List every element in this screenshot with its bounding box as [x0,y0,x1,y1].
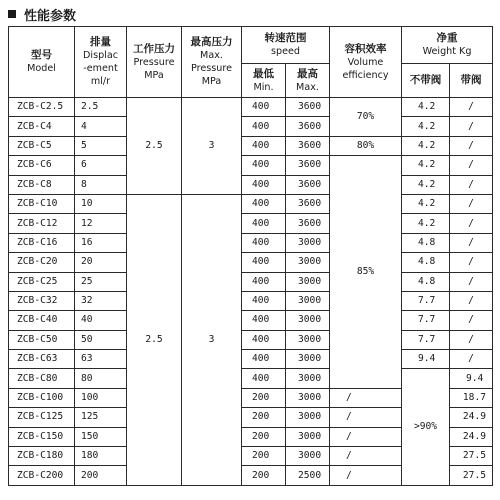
weight-with-valve-cell: / [450,253,493,272]
speed-max-cell: 2500 [286,466,330,485]
displacement-cell: 100 [75,388,127,407]
table-row [9,330,493,349]
max-pressure-cell: 3 [182,194,242,485]
model-cell: ZCB-C150 [9,427,75,446]
model-cell: ZCB-C4 [9,117,75,136]
speed-max-cell: 3000 [286,330,330,349]
weight-with-valve-cell: / [450,194,493,213]
table-row [9,369,493,388]
speed-max-cell: 3600 [286,98,330,117]
displacement-cell: 5 [75,136,127,155]
speed-min-cell: 400 [242,369,286,388]
speed-max-cell: 3000 [286,427,330,446]
displacement-cell: 200 [75,466,127,485]
weight-no-valve-cell: 4.2 [402,98,450,117]
displacement-cell: 2.5 [75,98,127,117]
max-pressure-cell: 3 [182,98,242,195]
weight-no-valve-cell: 4.2 [402,194,450,213]
weight-no-valve-cell: 7.7 [402,311,450,330]
speed-max-cell: 3000 [286,253,330,272]
model-cell: ZCB-C16 [9,233,75,252]
speed-min-cell: 400 [242,291,286,310]
weight-no-valve-cell: / [330,408,402,427]
displacement-cell: 8 [75,175,127,194]
weight-with-valve-cell: / [450,233,493,252]
header-speed: 转速范围 speed [242,27,330,64]
weight-with-valve-cell: / [450,272,493,291]
table-row [9,175,493,194]
weight-with-valve-cell: / [450,156,493,175]
table-row [9,194,493,213]
model-cell: ZCB-C200 [9,466,75,485]
weight-with-valve-cell: 27.5 [450,466,493,485]
header-max-pressure: 最高压力 Max. Pressure MPa [182,27,242,98]
speed-min-cell: 400 [242,330,286,349]
weight-no-valve-cell: 4.2 [402,175,450,194]
speed-min-cell: 400 [242,194,286,213]
model-cell: ZCB-C5 [9,136,75,155]
displacement-cell: 40 [75,311,127,330]
speed-min-cell: 400 [242,175,286,194]
speed-max-cell: 3600 [286,214,330,233]
table-row [9,233,493,252]
weight-no-valve-cell: 7.7 [402,291,450,310]
weight-with-valve-cell: 27.5 [450,447,493,466]
weight-no-valve-cell: 4.8 [402,253,450,272]
working-pressure-cell: 2.5 [127,98,182,195]
displacement-cell: 80 [75,369,127,388]
speed-max-cell: 3600 [286,156,330,175]
model-cell: ZCB-C12 [9,214,75,233]
displacement-cell: 4 [75,117,127,136]
speed-min-cell: 200 [242,447,286,466]
header-speed-max: 最高 Max. [286,64,330,98]
weight-with-valve-cell: 24.9 [450,427,493,446]
model-cell: ZCB-C25 [9,272,75,291]
speed-min-cell: 400 [242,311,286,330]
efficiency-cell: 70% [330,98,402,137]
speed-min-cell: 400 [242,156,286,175]
model-cell: ZCB-C10 [9,194,75,213]
model-cell: ZCB-C2.5 [9,98,75,117]
speed-min-cell: 400 [242,350,286,369]
efficiency-cell: >90% [402,369,450,485]
displacement-cell: 12 [75,214,127,233]
weight-with-valve-cell: / [450,330,493,349]
speed-max-cell: 3000 [286,233,330,252]
weight-no-valve-cell: 4.8 [402,272,450,291]
table-row [9,214,493,233]
speed-max-cell: 3000 [286,388,330,407]
efficiency-cell: 80% [330,136,402,155]
speed-min-cell: 400 [242,253,286,272]
working-pressure-cell: 2.5 [127,194,182,485]
displacement-cell: 25 [75,272,127,291]
weight-with-valve-cell: / [450,175,493,194]
model-cell: ZCB-C63 [9,350,75,369]
displacement-cell: 32 [75,291,127,310]
weight-no-valve-cell: 9.4 [450,369,493,388]
weight-no-valve-cell: 4.2 [402,117,450,136]
weight-with-valve-cell: / [450,291,493,310]
speed-max-cell: 3600 [286,175,330,194]
speed-min-cell: 200 [242,408,286,427]
speed-max-cell: 3000 [286,311,330,330]
weight-no-valve-cell: / [330,447,402,466]
displacement-cell: 50 [75,330,127,349]
speed-max-cell: 3600 [286,194,330,213]
weight-with-valve-cell: / [450,350,493,369]
model-cell: ZCB-C20 [9,253,75,272]
speed-min-cell: 200 [242,427,286,446]
speed-max-cell: 3000 [286,447,330,466]
header-working-pressure: 工作压力 Pressure MPa [127,27,182,98]
displacement-cell: 150 [75,427,127,446]
weight-with-valve-cell: 18.7 [450,388,493,407]
model-cell: ZCB-C125 [9,408,75,427]
displacement-cell: 63 [75,350,127,369]
table-row [9,291,493,310]
speed-min-cell: 400 [242,117,286,136]
weight-with-valve-cell: 24.9 [450,408,493,427]
weight-with-valve-cell: / [450,117,493,136]
displacement-cell: 6 [75,156,127,175]
model-cell: ZCB-C80 [9,369,75,388]
speed-min-cell: 400 [242,98,286,117]
weight-no-valve-cell: 4.8 [402,233,450,252]
model-cell: ZCB-C32 [9,291,75,310]
table-row [9,156,493,175]
weight-no-valve-cell: 4.2 [402,156,450,175]
speed-min-cell: 200 [242,388,286,407]
speed-max-cell: 3000 [286,369,330,388]
weight-no-valve-cell: / [330,466,402,485]
speed-max-cell: 3000 [286,408,330,427]
header-weight-no-valve: 不带阀 [402,64,450,98]
section-title-text: 性能参数 [24,8,77,24]
speed-min-cell: 200 [242,466,286,485]
table-row [9,272,493,291]
speed-min-cell: 400 [242,136,286,155]
model-cell: ZCB-C40 [9,311,75,330]
table-row [9,350,493,369]
weight-with-valve-cell: / [450,311,493,330]
speed-max-cell: 3600 [286,136,330,155]
table-row [9,98,493,117]
header-model: 型号 Model [9,27,75,98]
speed-max-cell: 3000 [286,272,330,291]
weight-no-valve-cell: 9.4 [402,350,450,369]
speed-max-cell: 3000 [286,291,330,310]
model-cell: ZCB-C180 [9,447,75,466]
bullet-square-icon [8,10,16,18]
model-cell: ZCB-C6 [9,156,75,175]
weight-no-valve-cell: 4.2 [402,214,450,233]
weight-no-valve-cell: / [330,388,402,407]
table-row [9,117,493,136]
section-title [8,4,76,24]
speed-max-cell: 3000 [286,350,330,369]
weight-with-valve-cell: / [450,214,493,233]
table-row [9,136,493,155]
performance-table [8,26,493,486]
displacement-cell: 180 [75,447,127,466]
weight-no-valve-cell: 4.2 [402,136,450,155]
speed-min-cell: 400 [242,233,286,252]
speed-min-cell: 400 [242,214,286,233]
speed-min-cell: 400 [242,272,286,291]
model-cell: ZCB-C100 [9,388,75,407]
displacement-cell: 125 [75,408,127,427]
efficiency-cell: 85% [330,156,402,389]
weight-no-valve-cell: 7.7 [402,330,450,349]
header-speed-min: 最低 Min. [242,64,286,98]
table-row [9,311,493,330]
model-cell: ZCB-C8 [9,175,75,194]
displacement-cell: 16 [75,233,127,252]
weight-with-valve-cell: / [450,98,493,117]
table-row [9,253,493,272]
displacement-cell: 10 [75,194,127,213]
weight-no-valve-cell: / [330,427,402,446]
displacement-cell: 20 [75,253,127,272]
model-cell: ZCB-C50 [9,330,75,349]
header-weight: 净重 Weight Kg [402,27,493,64]
speed-max-cell: 3600 [286,117,330,136]
weight-with-valve-cell: / [450,136,493,155]
header-weight-with-valve: 带阀 [450,64,493,98]
header-displacement: 排量 Displac -ement ml/r [75,27,127,98]
header-efficiency: 容积效率 Volume efficiency [330,27,402,98]
